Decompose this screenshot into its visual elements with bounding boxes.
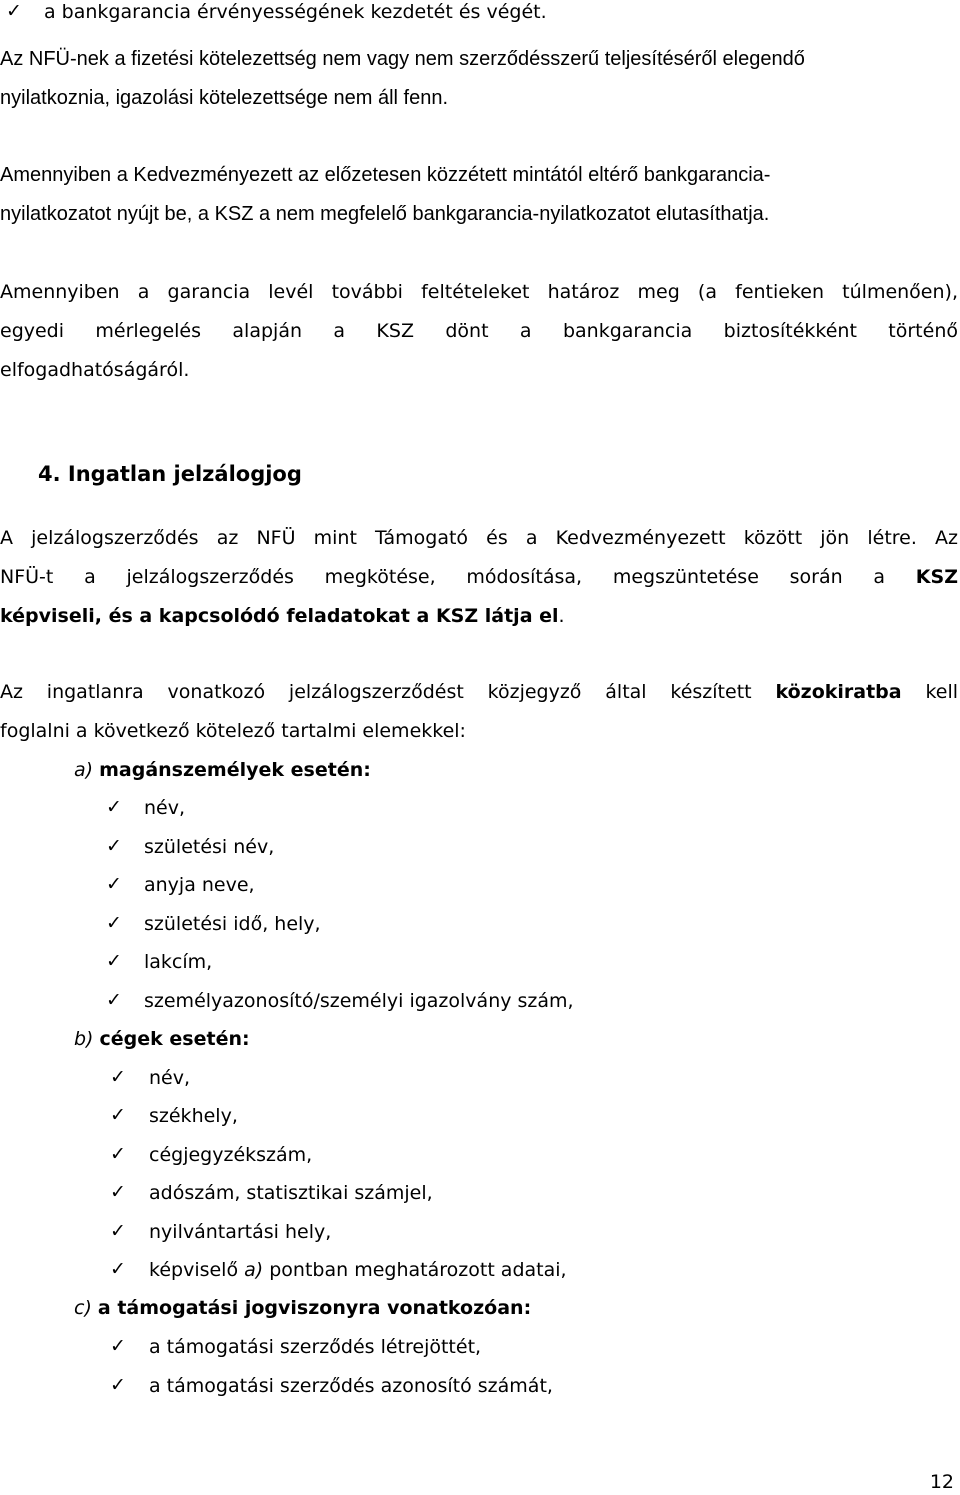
check-icon: ✓	[110, 1181, 126, 1203]
group-b-item: székhely,	[149, 1105, 238, 1127]
group-a-item: személyazonosító/személyi igazolvány szám,	[144, 990, 574, 1012]
para4-line3-end: .	[558, 605, 565, 627]
group-a-title: magánszemélyek esetén:	[99, 759, 371, 781]
check-icon: ✓	[106, 989, 122, 1011]
check-icon: ✓	[106, 796, 122, 818]
group-c-item: a támogatási szerződés létrejöttét,	[149, 1336, 482, 1358]
group-b-item: adószám, statisztikai számjel,	[149, 1182, 433, 1204]
check-icon: ✓	[6, 0, 22, 22]
para5-line2: foglalni a következő kötelező tartalmi elemekkel:	[0, 720, 466, 742]
group-c-item: a támogatási szerződés azonosító számát,	[149, 1375, 553, 1397]
para5-line1-post: kell	[925, 681, 959, 703]
group-b-last-post: pontban meghatározott adatai,	[269, 1259, 567, 1281]
check-icon: ✓	[110, 1374, 126, 1396]
group-a-item: anyja neve,	[144, 874, 255, 896]
group-b-heading	[74, 1027, 250, 1051]
para3-line1: Amennyiben a garancia levél további feltételeket határoz meg (a fentieken túlmenően),	[0, 281, 958, 303]
check-icon: ✓	[110, 1335, 126, 1357]
group-a-letter: a)	[74, 759, 94, 781]
para4-line3	[0, 604, 565, 628]
para3-line3: elfogadhatóságáról.	[0, 359, 190, 381]
page-number: 12	[929, 1471, 954, 1493]
para5-line1-bold: közokiratba	[775, 681, 902, 703]
group-b-item-last	[149, 1258, 567, 1282]
top-list-item: a bankgarancia érvényességének kezdetét és végét.	[44, 1, 547, 23]
group-c-letter: c)	[74, 1297, 92, 1319]
para5-line1-pre: Az ingatlanra vonatkozó jelzálogszerződést közjegyző által készített	[0, 681, 752, 703]
section-title: Ingatlan jelzálogjog	[67, 462, 302, 486]
group-a-item: lakcím,	[144, 951, 213, 973]
group-b-last-ref: a)	[244, 1259, 264, 1281]
group-b-last-pre: képviselő	[149, 1259, 239, 1281]
para2-line1: Amennyiben a Kedvezményezett az előzetesen közzétett mintától eltérő bankgarancia-	[0, 164, 771, 186]
para4-line3-bold: képviseli, és a kapcsolódó feladatokat a KSZ látja el	[0, 605, 559, 627]
check-icon: ✓	[110, 1220, 126, 1242]
group-a-item: születési idő, hely,	[144, 913, 321, 935]
check-icon: ✓	[106, 912, 122, 934]
check-icon: ✓	[106, 950, 122, 972]
section-heading	[38, 462, 302, 486]
group-c-heading	[74, 1296, 531, 1320]
section-number: 4.	[38, 462, 61, 486]
group-a-heading	[74, 758, 371, 782]
group-c-title: a támogatási jogviszonyra vonatkozóan:	[97, 1297, 532, 1319]
para4-line2	[0, 565, 958, 589]
para2-line2: nyilatkozatot nyújt be, a KSZ a nem megfelelő bankgarancia-nyilatkozatot elutasíthatja.	[0, 203, 770, 225]
para4-line2-bold: KSZ	[915, 566, 958, 588]
group-b-item: cégjegyzékszám,	[149, 1144, 313, 1166]
para4-line1: A jelzálogszerződés az NFÜ mint Támogató és a Kedvezményezett között jön létre. Az	[0, 527, 958, 549]
check-icon: ✓	[110, 1104, 126, 1126]
group-a-item: név,	[144, 797, 186, 819]
group-b-letter: b)	[74, 1028, 94, 1050]
para1-line2: nyilatkoznia, igazolási kötelezettsége nem áll fenn.	[0, 87, 449, 109]
para5-line1	[0, 680, 958, 704]
check-icon: ✓	[110, 1143, 126, 1165]
check-icon: ✓	[106, 835, 122, 857]
group-b-item: nyilvántartási hely,	[149, 1221, 332, 1243]
para3-line2: egyedi mérlegelés alapján a KSZ dönt a bankgarancia biztosítékként történő	[0, 320, 958, 342]
group-a-item: születési név,	[144, 836, 275, 858]
check-icon: ✓	[110, 1258, 126, 1280]
group-b-title: cégek esetén:	[99, 1028, 250, 1050]
para4-line2-text: NFÜ-t a jelzálogszerződés megkötése, módosítása, megszüntetése során a	[0, 566, 886, 588]
check-icon: ✓	[110, 1066, 126, 1088]
group-b-item: név,	[149, 1067, 191, 1089]
check-icon: ✓	[106, 873, 122, 895]
para1-line1: Az NFÜ-nek a fizetési kötelezettség nem vagy nem szerződésszerű teljesítéséről elegendő	[0, 48, 805, 70]
